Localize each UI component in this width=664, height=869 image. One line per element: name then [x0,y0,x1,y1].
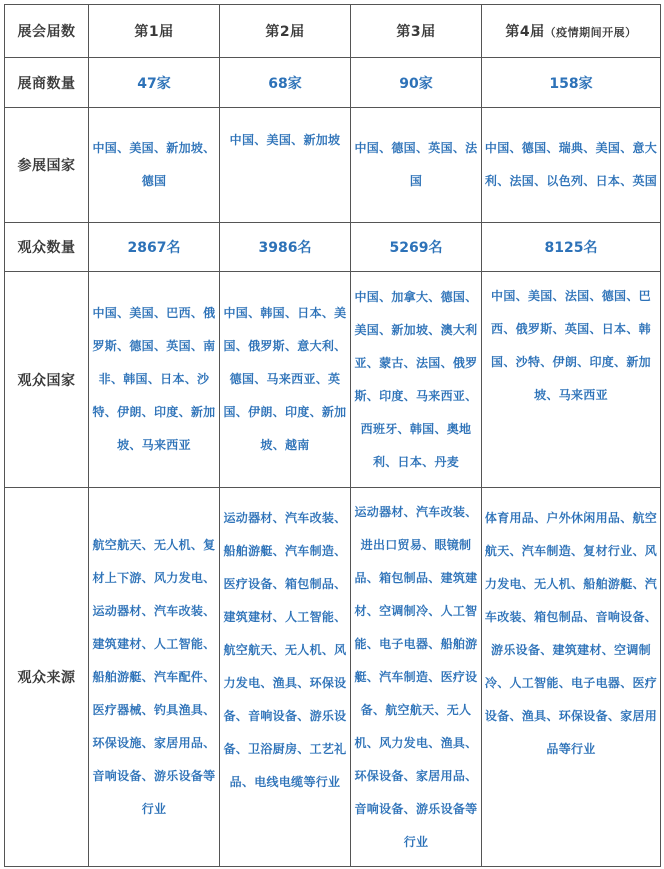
visitor-countries-session-3: 中国、加拿大、德国、美国、新加坡、澳大利亚、蒙古、法国、俄罗斯、印度、马来西亚、西班牙、韩国、奥地利、日本、丹麦 [351,272,482,488]
exhibitors-session-1: 47家 [89,58,220,108]
row-label-visitor-sources: 观众来源 [5,488,89,867]
table-row-exhibitors [5,58,661,108]
visitor-countries-session-4: 中国、美国、法国、德国、巴西、俄罗斯、英国、日本、韩国、沙特、伊朗、印度、新加坡、马来西亚 [482,272,661,488]
exhibitors-session-3: 90家 [351,58,482,108]
session-4-title: 第4届 [505,24,545,40]
row-label-visitors: 观众数量 [5,223,89,272]
row-label-sessions: 展会届数 [5,5,89,58]
visitor-sources-session-2: 运动器材、汽车改装、船舶游艇、汽车制造、医疗设备、箱包制品、建筑建材、人工智能、航空航天、无人机、风力发电、渔具、环保设备、音响设备、游乐设备、卫浴厨房、工艺礼品、电线电缆等行业 [220,488,351,867]
exhibitors-session-2: 68家 [220,58,351,108]
row-label-visitor-countries: 观众国家 [5,272,89,488]
table-row-visitor-countries [5,272,661,488]
exhibitor-countries-session-4: 中国、德国、瑞典、美国、意大利、法国、以色列、日本、英国 [482,108,661,223]
session-4-header [482,5,661,58]
session-4-note: （疫情期间开展） [544,26,637,39]
visitor-countries-session-2: 中国、韩国、日本、美国、俄罗斯、意大利、德国、马来西亚、英国、伊朗、印度、新加坡、越南 [220,272,351,488]
session-2-header: 第2届 [220,5,351,58]
session-1-header: 第1届 [89,5,220,58]
visitors-session-1: 2867名 [89,223,220,272]
visitors-session-4: 8125名 [482,223,661,272]
exhibitors-session-4: 158家 [482,58,661,108]
table-row-visitor-sources [5,488,661,867]
table-row-exhibitor-countries [5,108,661,223]
exhibitor-countries-session-2: 中国、美国、新加坡 [220,108,351,223]
table-row-visitors [5,223,661,272]
visitor-sources-session-4: 体育用品、户外休闲用品、航空航天、汽车制造、复材行业、风力发电、无人机、船舶游艇、汽车改装、箱包制品、音响设备、游乐设备、建筑建材、空调制冷、人工智能、电子电器、医疗设备、渔具、环保设备、家居用品等行业 [482,488,661,867]
visitor-sources-session-3: 运动器材、汽车改装、进出口贸易、眼镜制品、箱包制品、建筑建材、空调制冷、人工智能、电子电器、船舶游艇、汽车制造、医疗设备、航空航天、无人机、风力发电、渔具、环保设备、家居用品、音响设备、游乐设备等行业 [351,488,482,867]
exhibitor-countries-session-1: 中国、美国、新加坡、德国 [89,108,220,223]
session-3-header: 第3届 [351,5,482,58]
visitors-session-3: 5269名 [351,223,482,272]
visitors-session-2: 3986名 [220,223,351,272]
visitor-countries-session-1: 中国、美国、巴西、俄罗斯、德国、英国、南非、韩国、日本、沙特、伊朗、印度、新加坡、马来西亚 [89,272,220,488]
row-label-exhibitors: 展商数量 [5,58,89,108]
exhibition-stats-table [4,4,661,867]
row-label-exhibitor-countries: 参展国家 [5,108,89,223]
visitor-sources-session-1: 航空航天、无人机、复材上下游、风力发电、运动器材、汽车改装、建筑建材、人工智能、船舶游艇、汽车配件、医疗器械、钓具渔具、环保设施、家居用品、音响设备、游乐设备等行业 [89,488,220,867]
table-row-header [5,5,661,58]
exhibitor-countries-session-3: 中国、德国、英国、法国 [351,108,482,223]
